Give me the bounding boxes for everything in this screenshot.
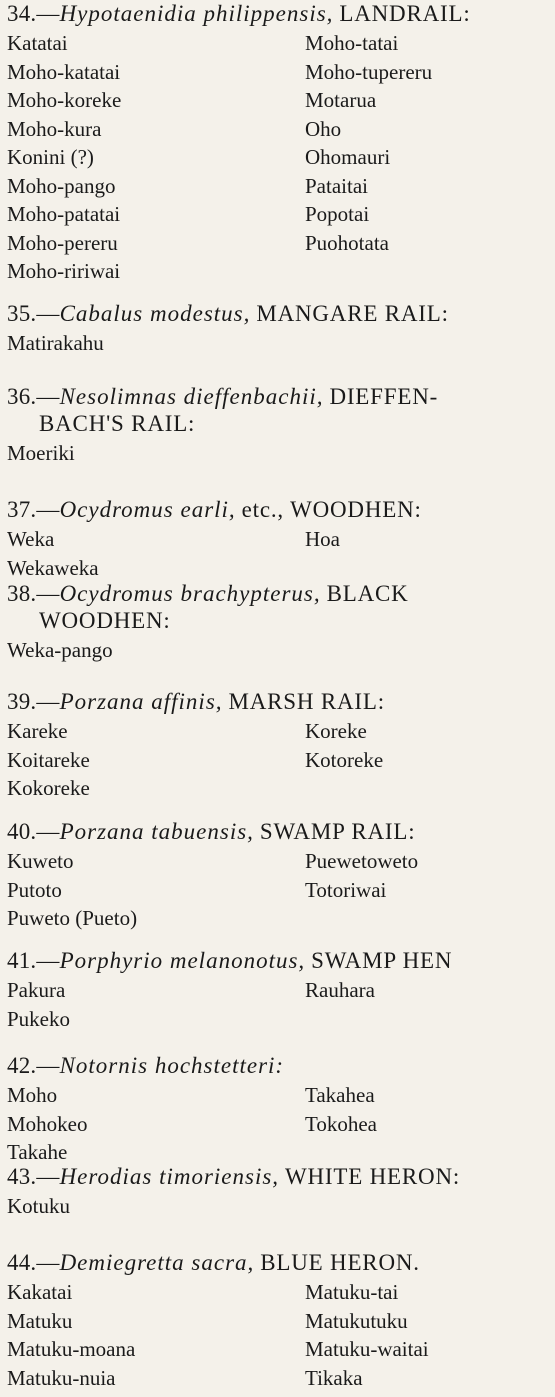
maori-names (0, 29, 555, 286)
names-column-right (305, 976, 375, 1005)
species-entry (0, 688, 555, 803)
common-name-continued: WOODHEN: (39, 608, 171, 633)
maori-names (0, 847, 555, 933)
maori-name: Koitareke (7, 747, 90, 772)
names-column-left (7, 636, 113, 665)
maori-names (0, 1192, 555, 1221)
maori-name: Weka (7, 527, 55, 551)
maori-name: Oho (305, 116, 342, 141)
species-entry (0, 383, 555, 468)
maori-names (0, 329, 555, 358)
maori-name: Kotoreke (305, 747, 384, 772)
names-column-left (7, 29, 121, 286)
scientific-name: Hypotaenidia philippensis, (59, 1, 334, 26)
species-heading (7, 496, 555, 523)
maori-names (0, 976, 555, 1033)
common-name: WHITE HERON: (285, 1164, 461, 1189)
maori-name: Tikaka (305, 1365, 363, 1390)
entry-number: 38. (7, 581, 37, 606)
scientific-name: Ocydromus brachypterus, (59, 581, 321, 606)
common-name: MANGARE RAIL: (256, 301, 449, 326)
species-heading (7, 947, 555, 974)
names-column-left (7, 1192, 70, 1221)
maori-name: Pakura (7, 978, 66, 1002)
species-heading (7, 580, 555, 634)
maori-name: Mohokeo (7, 1111, 88, 1136)
scientific-name: Porzana affinis, (59, 689, 223, 714)
names-column-left (7, 1278, 135, 1392)
scientific-name: Notornis hochstetteri: (59, 1053, 285, 1078)
maori-name: Ohomauri (305, 145, 391, 169)
maori-name: Moho-tupereru (305, 59, 433, 84)
entry-number: 43. (7, 1164, 37, 1189)
maori-name: Pukeko (7, 1006, 70, 1031)
species-entry (0, 818, 555, 933)
common-name-continued: BACH'S RAIL: (39, 411, 196, 436)
names-column-right (305, 1278, 429, 1392)
maori-name: Weka-pango (7, 638, 113, 662)
maori-name: Moho (7, 1083, 58, 1107)
em-dash: — (36, 384, 60, 409)
scientific-name: Porphyrio melanonotus, (59, 948, 306, 973)
maori-name: Popotai (305, 202, 370, 226)
species-heading (7, 383, 555, 437)
em-dash: — (36, 581, 60, 606)
species-heading (7, 1163, 555, 1190)
entry-number: 39. (7, 689, 37, 714)
maori-name: Hoa (305, 527, 340, 551)
em-dash: — (36, 948, 60, 973)
maori-name: Matuku (7, 1308, 73, 1333)
maori-name: Matukutuku (305, 1308, 408, 1333)
maori-names (0, 636, 555, 665)
em-dash: — (36, 497, 60, 522)
scientific-name: Nesolimnas dieffenbachii, (59, 384, 324, 409)
scientific-name: Porzana tabuensis, (59, 819, 254, 844)
maori-name: Takahea (305, 1083, 375, 1107)
maori-name: Matirakahu (7, 331, 104, 355)
names-column-left (7, 439, 75, 468)
common-name: SWAMP RAIL: (259, 819, 416, 844)
maori-name: Koreke (305, 719, 367, 743)
names-column-left (7, 1081, 88, 1167)
entry-number: 36. (7, 384, 37, 409)
em-dash: — (36, 1053, 60, 1078)
maori-name: Moeriki (7, 441, 75, 465)
scientific-name: Demiegretta sacra, (59, 1250, 255, 1275)
species-entry (0, 580, 555, 665)
species-entry (0, 0, 555, 286)
maori-name: Moho-katatai (7, 59, 121, 84)
common-name: DIEFFEN- (329, 384, 439, 409)
maori-name: Totoriwai (305, 877, 387, 902)
maori-name: Matuku-tai (305, 1280, 399, 1304)
maori-names (0, 439, 555, 468)
names-column-left (7, 717, 90, 803)
entry-number: 37. (7, 497, 37, 522)
em-dash: — (36, 1, 60, 26)
maori-names (0, 717, 555, 803)
species-heading (7, 300, 555, 327)
names-column-left (7, 847, 137, 933)
maori-name: Tokohea (305, 1111, 378, 1136)
maori-name: Moho-pereru (7, 230, 118, 255)
species-entry (0, 947, 555, 1033)
species-heading (7, 1249, 555, 1276)
species-heading (7, 1052, 555, 1079)
maori-name: Putoto (7, 877, 62, 902)
maori-name: Takahe (7, 1140, 68, 1164)
maori-name: Pataitai (305, 173, 368, 198)
em-dash: — (36, 1250, 60, 1275)
entry-number: 35. (7, 301, 37, 326)
maori-name: Moho-kura (7, 116, 102, 141)
em-dash: — (36, 1164, 60, 1189)
common-name: SWAMP HEN (311, 948, 453, 973)
maori-name: Puewetoweto (305, 849, 419, 873)
scientific-name: Herodias timoriensis, (59, 1164, 280, 1189)
entry-number: 41. (7, 948, 37, 973)
em-dash: — (36, 301, 60, 326)
maori-name: Moho-ririwai (7, 259, 121, 283)
maori-name: Moho-pango (7, 173, 116, 198)
species-entry (0, 496, 555, 582)
maori-name: Konini (?) (7, 145, 94, 169)
maori-name: Rauhara (305, 978, 375, 1002)
entry-number: 42. (7, 1053, 37, 1078)
species-entry (0, 1052, 555, 1167)
species-entry (0, 300, 555, 358)
species-heading (7, 688, 555, 715)
names-column-left (7, 329, 104, 358)
common-name: etc., WOODHEN: (241, 497, 422, 522)
maori-name: Katatai (7, 31, 68, 55)
scientific-name: Cabalus modestus, (59, 301, 251, 326)
entry-number: 34. (7, 1, 37, 26)
maori-name: Moho-tatai (305, 31, 399, 55)
maori-name: Kokoreke (7, 776, 90, 800)
maori-name: Kuweto (7, 849, 74, 873)
names-column-left (7, 525, 99, 582)
common-name: BLUE HERON. (260, 1250, 420, 1275)
maori-name: Kotuku (7, 1194, 70, 1218)
species-entry (0, 1249, 555, 1392)
maori-names (0, 525, 555, 582)
entry-number: 40. (7, 819, 37, 844)
maori-name: Motarua (305, 88, 377, 112)
maori-name: Moho-koreke (7, 88, 122, 112)
maori-name: Matuku-moana (7, 1337, 136, 1361)
names-column-right (305, 717, 383, 774)
maori-name: Puohotata (305, 230, 389, 255)
maori-name: Wekaweka (7, 555, 99, 580)
entry-number: 44. (7, 1250, 37, 1275)
maori-name: Matuku-waitai (305, 1337, 429, 1361)
common-name: MARSH RAIL: (228, 689, 385, 714)
names-column-right (305, 847, 418, 904)
em-dash: — (36, 819, 60, 844)
common-name: LANDRAIL: (339, 1, 471, 26)
names-column-right (305, 29, 432, 257)
species-heading (7, 818, 555, 845)
maori-name: Matuku-nuia (7, 1365, 116, 1390)
maori-name: Moho-patatai (7, 202, 121, 226)
maori-name: Puweto (Pueto) (7, 906, 138, 930)
em-dash: — (36, 689, 60, 714)
maori-names (0, 1081, 555, 1167)
maori-names (0, 1278, 555, 1392)
species-entry (0, 1163, 555, 1221)
maori-name: Kakatai (7, 1280, 73, 1304)
common-name: BLACK (326, 581, 409, 606)
maori-name: Kareke (7, 719, 68, 743)
scientific-name: Ocydromus earli, (59, 497, 236, 522)
names-column-right (305, 1081, 377, 1138)
names-column-right (305, 525, 340, 554)
names-column-left (7, 976, 70, 1033)
species-heading (7, 0, 555, 27)
